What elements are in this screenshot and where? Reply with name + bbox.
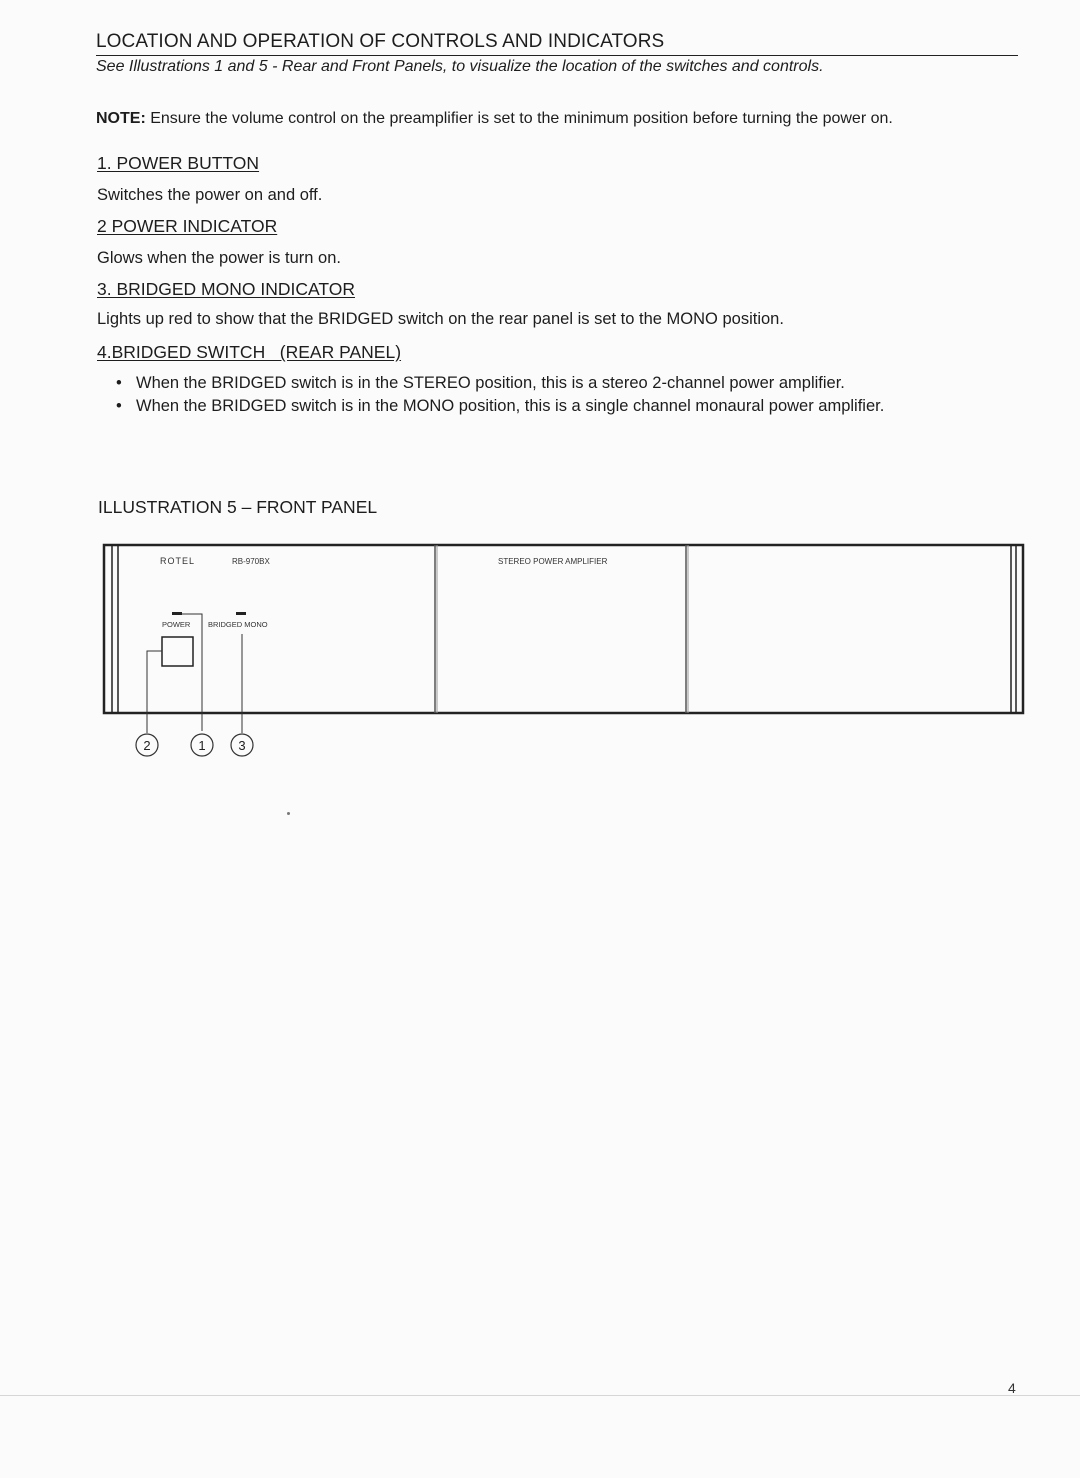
section-heading-bridged-mono-indicator: 3. BRIDGED MONO INDICATOR [97,279,355,299]
page-number: 4 [1008,1380,1016,1396]
page-footer-rule [0,1395,1080,1396]
section-text-bridged-mono-indicator: Lights up red to show that the BRIDGED switch on the rear panel is set to the MONO position. [97,310,784,328]
power-button-shape [162,637,193,666]
section-text-power-button: Switches the power on and off. [97,186,323,204]
section-text-power-indicator: Glows when the power is turn on. [97,249,341,267]
power-indicator-led [172,612,182,615]
leader-line-power-indicator [147,651,162,733]
page-title: LOCATION AND OPERATION OF CONTROLS AND INDICATORS [96,31,665,52]
bridged-mono-indicator-led [236,612,246,615]
callout-number-3: 3 [238,738,246,753]
product-name: STEREO POWER AMPLIFIER [498,557,608,566]
scan-speck [287,812,290,815]
note [96,110,893,128]
bullet-mono: • When the BRIDGED switch is in the MONO position, this is a single channel monaural power amplifier. [116,396,884,419]
power-label: POWER [162,620,191,629]
bridged-mono-label: BRIDGED MONO [208,620,268,629]
illustration-title: ILLUSTRATION 5 – FRONT PANEL [98,497,378,517]
callout-number-1: 1 [198,738,206,753]
bridged-switch-bullets [116,373,884,419]
section-heading-power-indicator: 2 POWER INDICATOR [97,216,278,236]
note-text: Ensure the volume control on the preamplifier is set to the minimum position before turning the power on. [145,110,893,127]
subtitle: See Illustrations 1 and 5 - Rear and Front Panels, to visualize the location of the switches and controls. [96,58,824,75]
note-label: NOTE: [96,110,146,127]
title-rule [96,55,1018,56]
callout-number-2: 2 [143,738,151,753]
bullet-stereo: • When the BRIDGED switch is in the STEREO position, this is a stereo 2-channel power amplifier. [116,373,884,396]
model-number: RB-970BX [232,557,270,566]
section-heading-power-button: 1. POWER BUTTON [97,153,260,173]
brand-logo: ROTEL [160,556,196,566]
front-panel-illustration [0,530,1080,770]
section-heading-bridged-switch: 4.BRIDGED SWITCH (REAR PANEL) [97,342,402,362]
